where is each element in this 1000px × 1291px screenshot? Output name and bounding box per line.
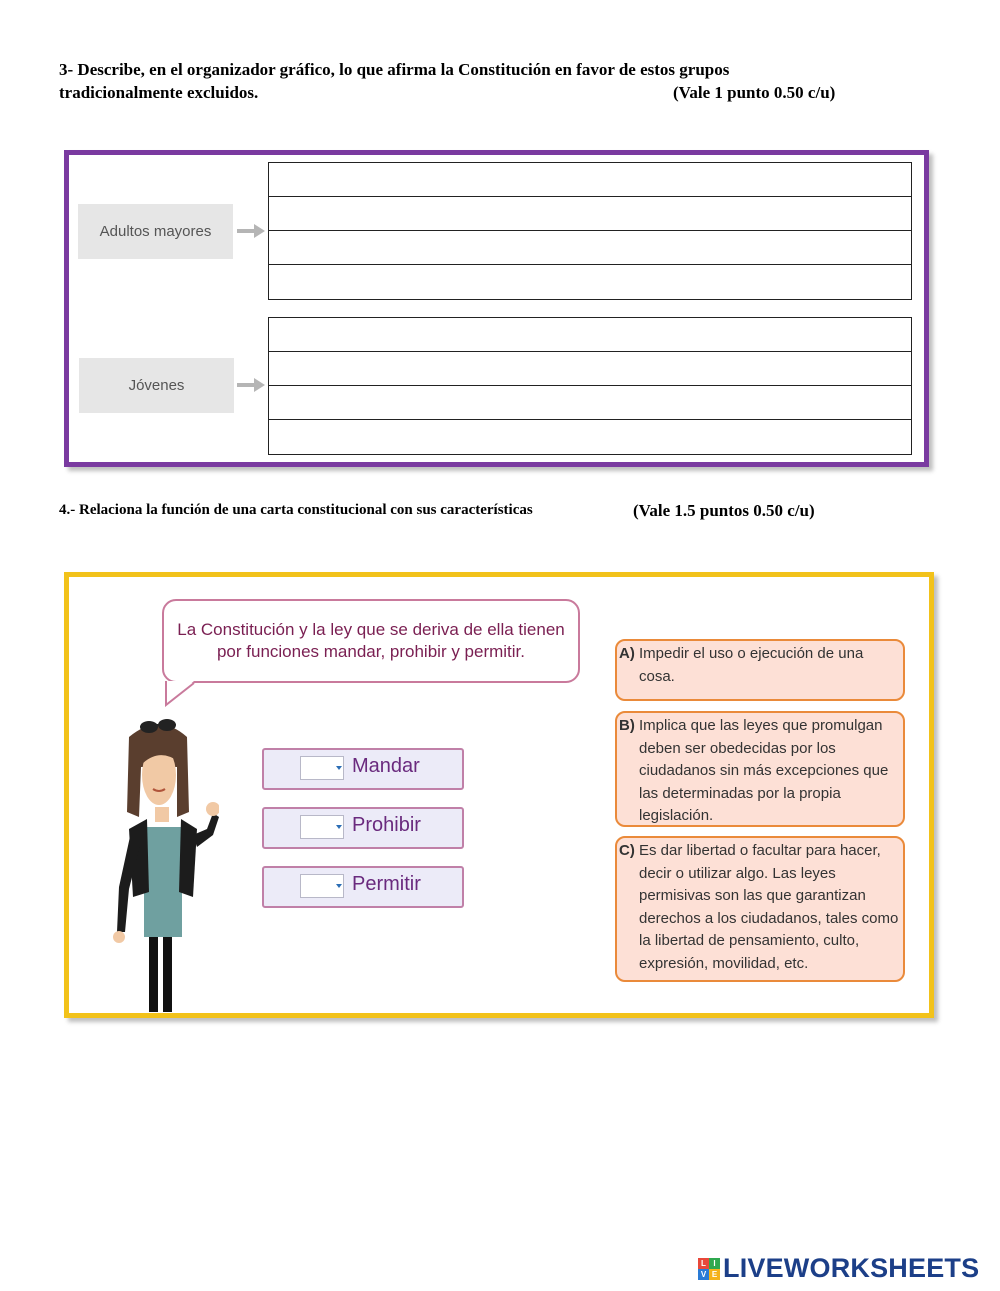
chevron-down-icon[interactable] [336, 766, 342, 770]
answer-line[interactable] [269, 386, 911, 420]
answer-box-jovenes [268, 317, 912, 455]
arrow-right-icon [237, 378, 265, 392]
liveworksheets-logo [698, 1253, 979, 1284]
option-letter-c: C) [619, 842, 635, 859]
option-text-b: Implica que las leyes que promulgan deben ser obedecidas por los ciudadanos sin más excepciones que las determinadas por la propia legislación. [639, 717, 889, 824]
answer-line[interactable] [269, 420, 911, 453]
graphic-organizer [64, 150, 929, 467]
character-illustration [89, 717, 219, 1012]
option-letter-b: B) [619, 717, 635, 734]
question-3-text-line2: tradicionalmente excluidos. [59, 83, 259, 102]
answer-line[interactable] [269, 318, 911, 352]
group-label-jovenes: Jóvenes [79, 358, 234, 413]
option-card-a [615, 639, 905, 701]
question-3-points: (Vale 1 punto 0.50 c/u) [673, 83, 836, 102]
arrow-right-icon [237, 224, 265, 238]
speech-bubble: La Constitución y la ley que se deriva de ella tienen por funciones mandar, prohibir y permitir. [162, 599, 580, 683]
option-card-c [615, 836, 905, 982]
speech-bubble-tail [164, 681, 198, 707]
answer-line[interactable] [269, 352, 911, 386]
logo-text: LIVEWORKSHEETS [723, 1253, 980, 1283]
answer-line[interactable] [269, 231, 911, 265]
group-label-adultos-mayores: Adultos mayores [78, 204, 233, 259]
matching-activity-panel [64, 572, 934, 1018]
option-text-a: Impedir el uso o ejecución de una cosa. [639, 645, 864, 685]
option-letter-a: A) [619, 645, 635, 662]
answer-box-adultos-mayores [268, 162, 912, 300]
question-4-text: 4.- Relaciona la función de una carta constitucional con sus características [59, 502, 533, 518]
chevron-down-icon[interactable] [336, 825, 342, 829]
selector-prohibir [262, 807, 464, 849]
selector-permitir [262, 866, 464, 908]
option-card-b [615, 711, 905, 827]
option-text-c: Es dar libertad o facultar para hacer, decir o utilizar algo. Las leyes permisivas son las que garantizan derechos a los ciudadanos, tales como la libertad de pensamiento, culto, expresión, movilidad, etc. [639, 842, 899, 972]
question-3-text-line1: 3- Describe, en el organizador gráfico, lo que afirma la Constitución en favor de estos grupos [59, 60, 730, 79]
answer-line[interactable] [269, 197, 911, 231]
logo-mark-icon: L I V E [698, 1258, 720, 1280]
selector-label-permitir: Permitir [352, 873, 421, 895]
selector-mandar [262, 748, 464, 790]
selector-label-prohibir: Prohibir [352, 814, 421, 836]
answer-line[interactable] [269, 265, 911, 298]
question-4-points: (Vale 1.5 puntos 0.50 c/u) [633, 501, 815, 520]
chevron-down-icon[interactable] [336, 884, 342, 888]
selector-label-mandar: Mandar [352, 755, 420, 777]
answer-line[interactable] [269, 163, 911, 197]
